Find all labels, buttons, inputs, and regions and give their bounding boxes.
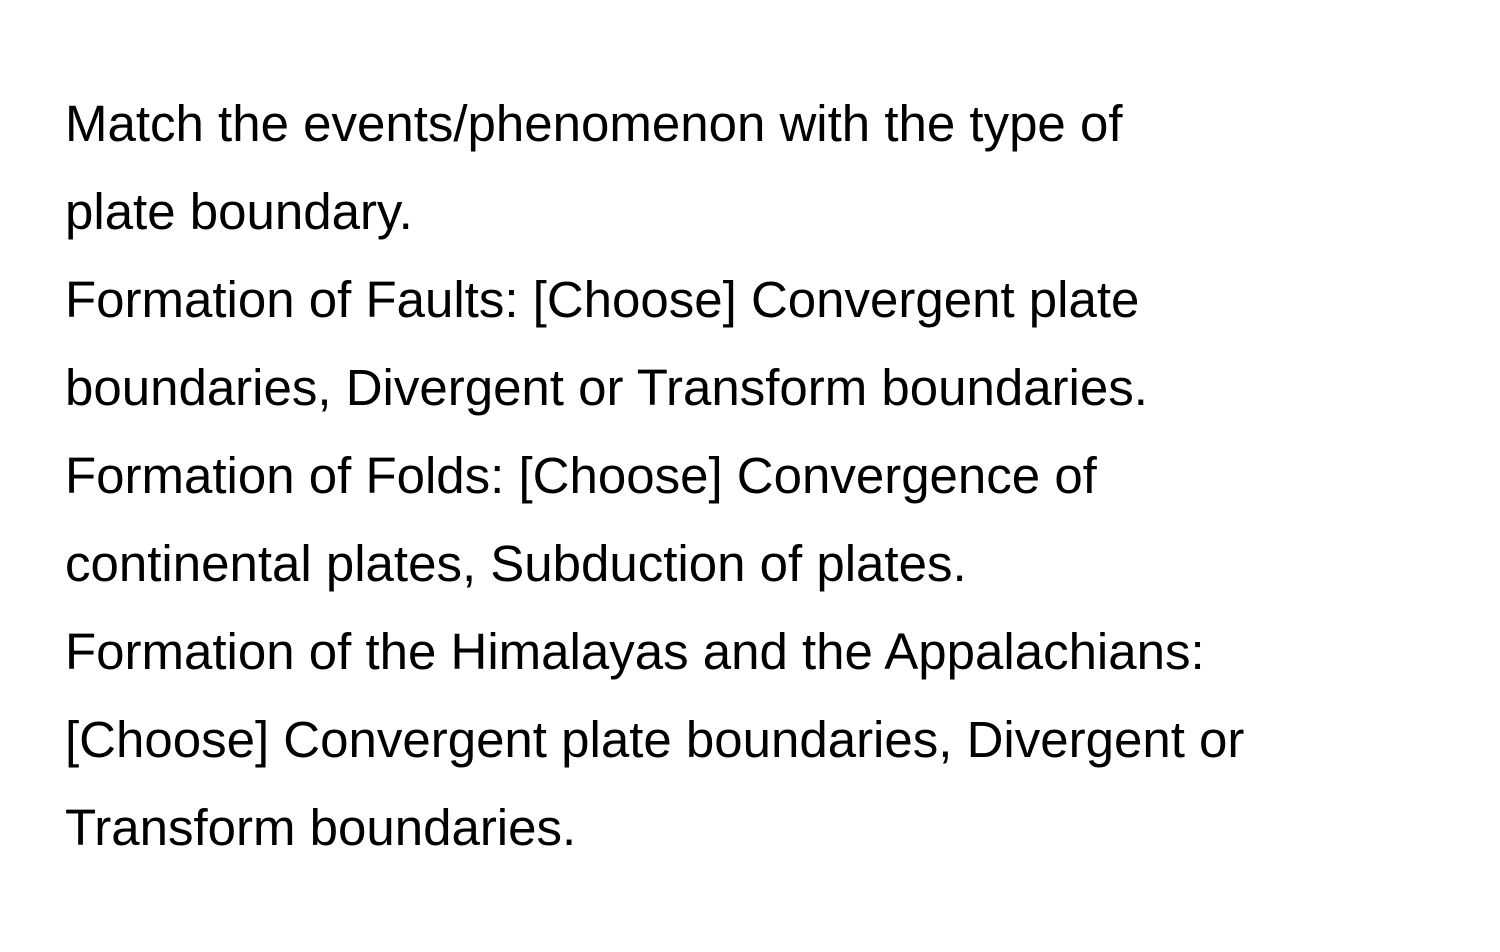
- question-text-block: [65, 80, 1485, 872]
- question-prompt-line-1: Match the events/phenomenon with the type of: [65, 95, 1123, 152]
- mountains-item-line-3: Transform boundaries.: [65, 799, 577, 856]
- question-prompt-line-2: plate boundary.: [65, 183, 413, 240]
- folds-item-line-2: continental plates, Subduction of plates.: [65, 535, 967, 592]
- faults-item-line-2: boundaries, Divergent or Transform boundaries.: [65, 359, 1148, 416]
- faults-item-line-1: Formation of Faults: [Choose] Convergent plate: [65, 271, 1140, 328]
- mountains-item-line-1: Formation of the Himalayas and the Appalachians:: [65, 623, 1205, 680]
- folds-item-line-1: Formation of Folds: [Choose] Convergence of: [65, 447, 1097, 504]
- mountains-item-line-2: [Choose] Convergent plate boundaries, Divergent or: [65, 711, 1245, 768]
